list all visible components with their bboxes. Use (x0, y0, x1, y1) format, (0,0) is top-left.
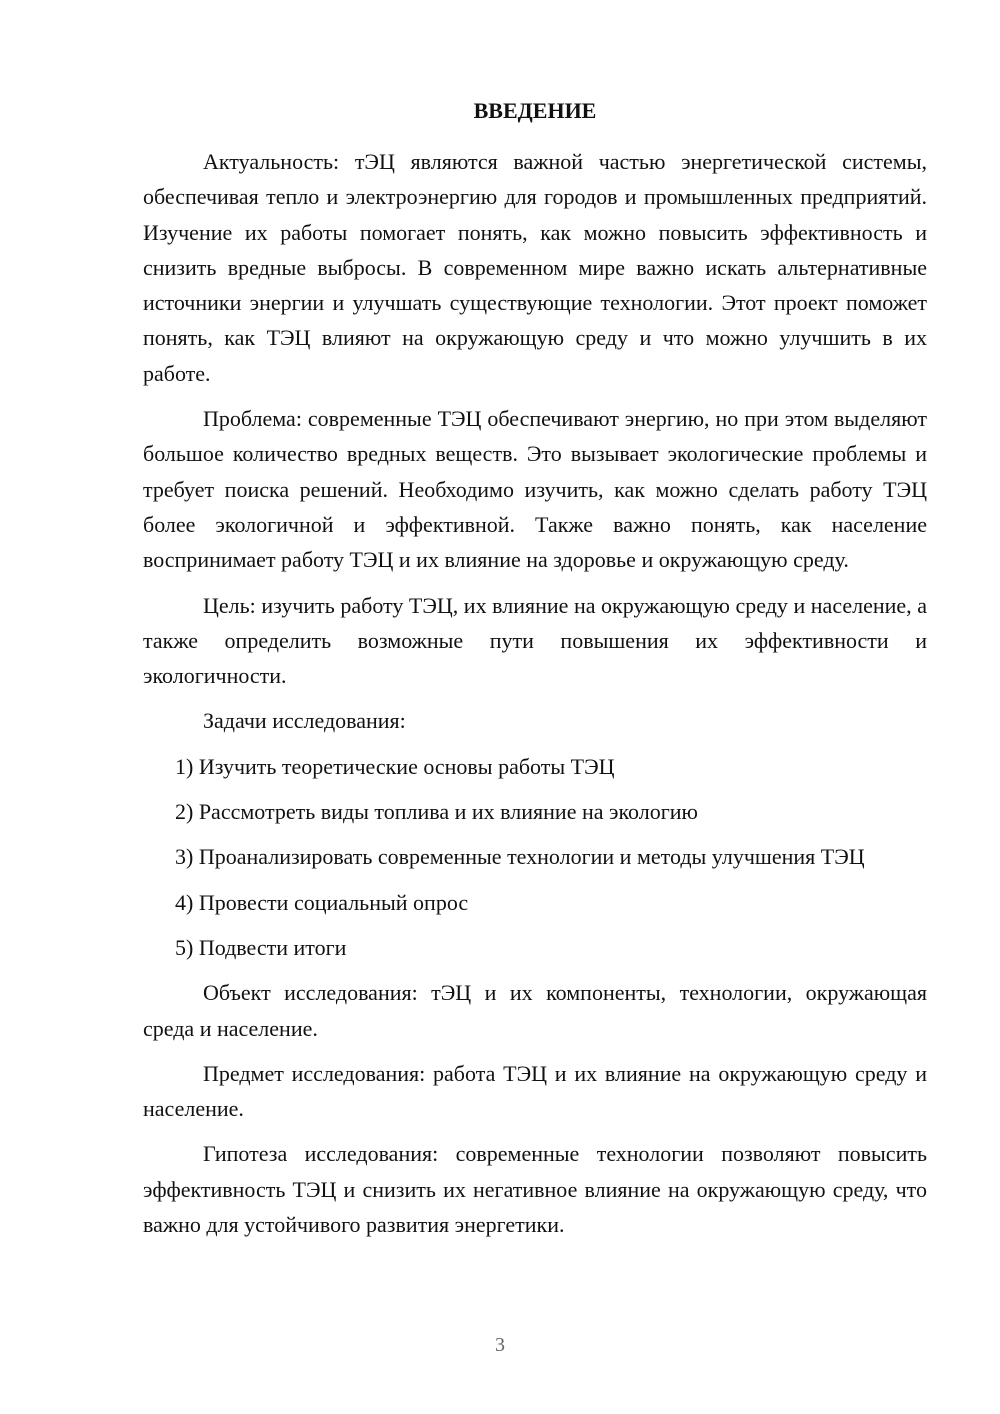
paragraph-subject: Предмет исследования: работа ТЭЦ и их влияние на окружающую среду и население. (143, 1060, 927, 1122)
page-number: 3 (495, 1334, 505, 1356)
list-item-task-4: 4) Провести социальный опрос (175, 889, 469, 915)
paragraph-goal: Цель: изучить работу ТЭЦ, их влияние на окружающую среду и население, а также определить возможные пути повышения их эффективности и экологичности. (143, 592, 927, 689)
paragraph-problem: Проблема: современные ТЭЦ обеспечивают энергию, но при этом выделяют большое количество вредных веществ. Это вызывает экологические проблемы и требует поиска решений. Необходимо изучить, как можно сделать работу ТЭЦ более экологичной и эффективной. Также важно понять, как население воспринимает работу ТЭЦ и их влияние на здоровье и окружающую среду. (143, 406, 927, 573)
paragraph-relevance: Актуальность: тЭЦ являются важной частью энергетической системы, обеспечивая тепло и электроэнергию для городов и промышленных предприятий. Изучение их работы помогает понять, как можно повысить эффективность и снизить вредные выбросы. В современном мире важно искать альтернативные источники энергии и улучшать существующие технологии. Этот проект поможет понять, как ТЭЦ влияют на окружающую среду и что можно улучшить в их работе. (143, 149, 927, 386)
list-item-task-1: 1) Изучить теоретические основы работы ТЭЦ (175, 753, 615, 779)
list-item-task-3: 3) Проанализировать современные технологии и методы улучшения ТЭЦ (175, 844, 865, 870)
paragraph-hypothesis: Гипотеза исследования: современные технологии позволяют повысить эффективность ТЭЦ и снизить их негативное влияние на окружающую среду, что важно для устойчивого развития энергетики. (143, 1141, 927, 1238)
section-title: ВВЕДЕНИЕ (473, 98, 597, 123)
list-item-task-2: 2) Рассмотреть виды топлива и их влияние на экологию (175, 799, 698, 825)
paragraph-object: Объект исследования: тЭЦ и их компоненты, технологии, окружающая среда и население. (143, 980, 927, 1041)
list-item-task-5: 5) Подвести итоги (175, 934, 347, 960)
page-content (143, 94, 927, 1252)
tasks-heading: Задачи исследования: (203, 708, 406, 734)
